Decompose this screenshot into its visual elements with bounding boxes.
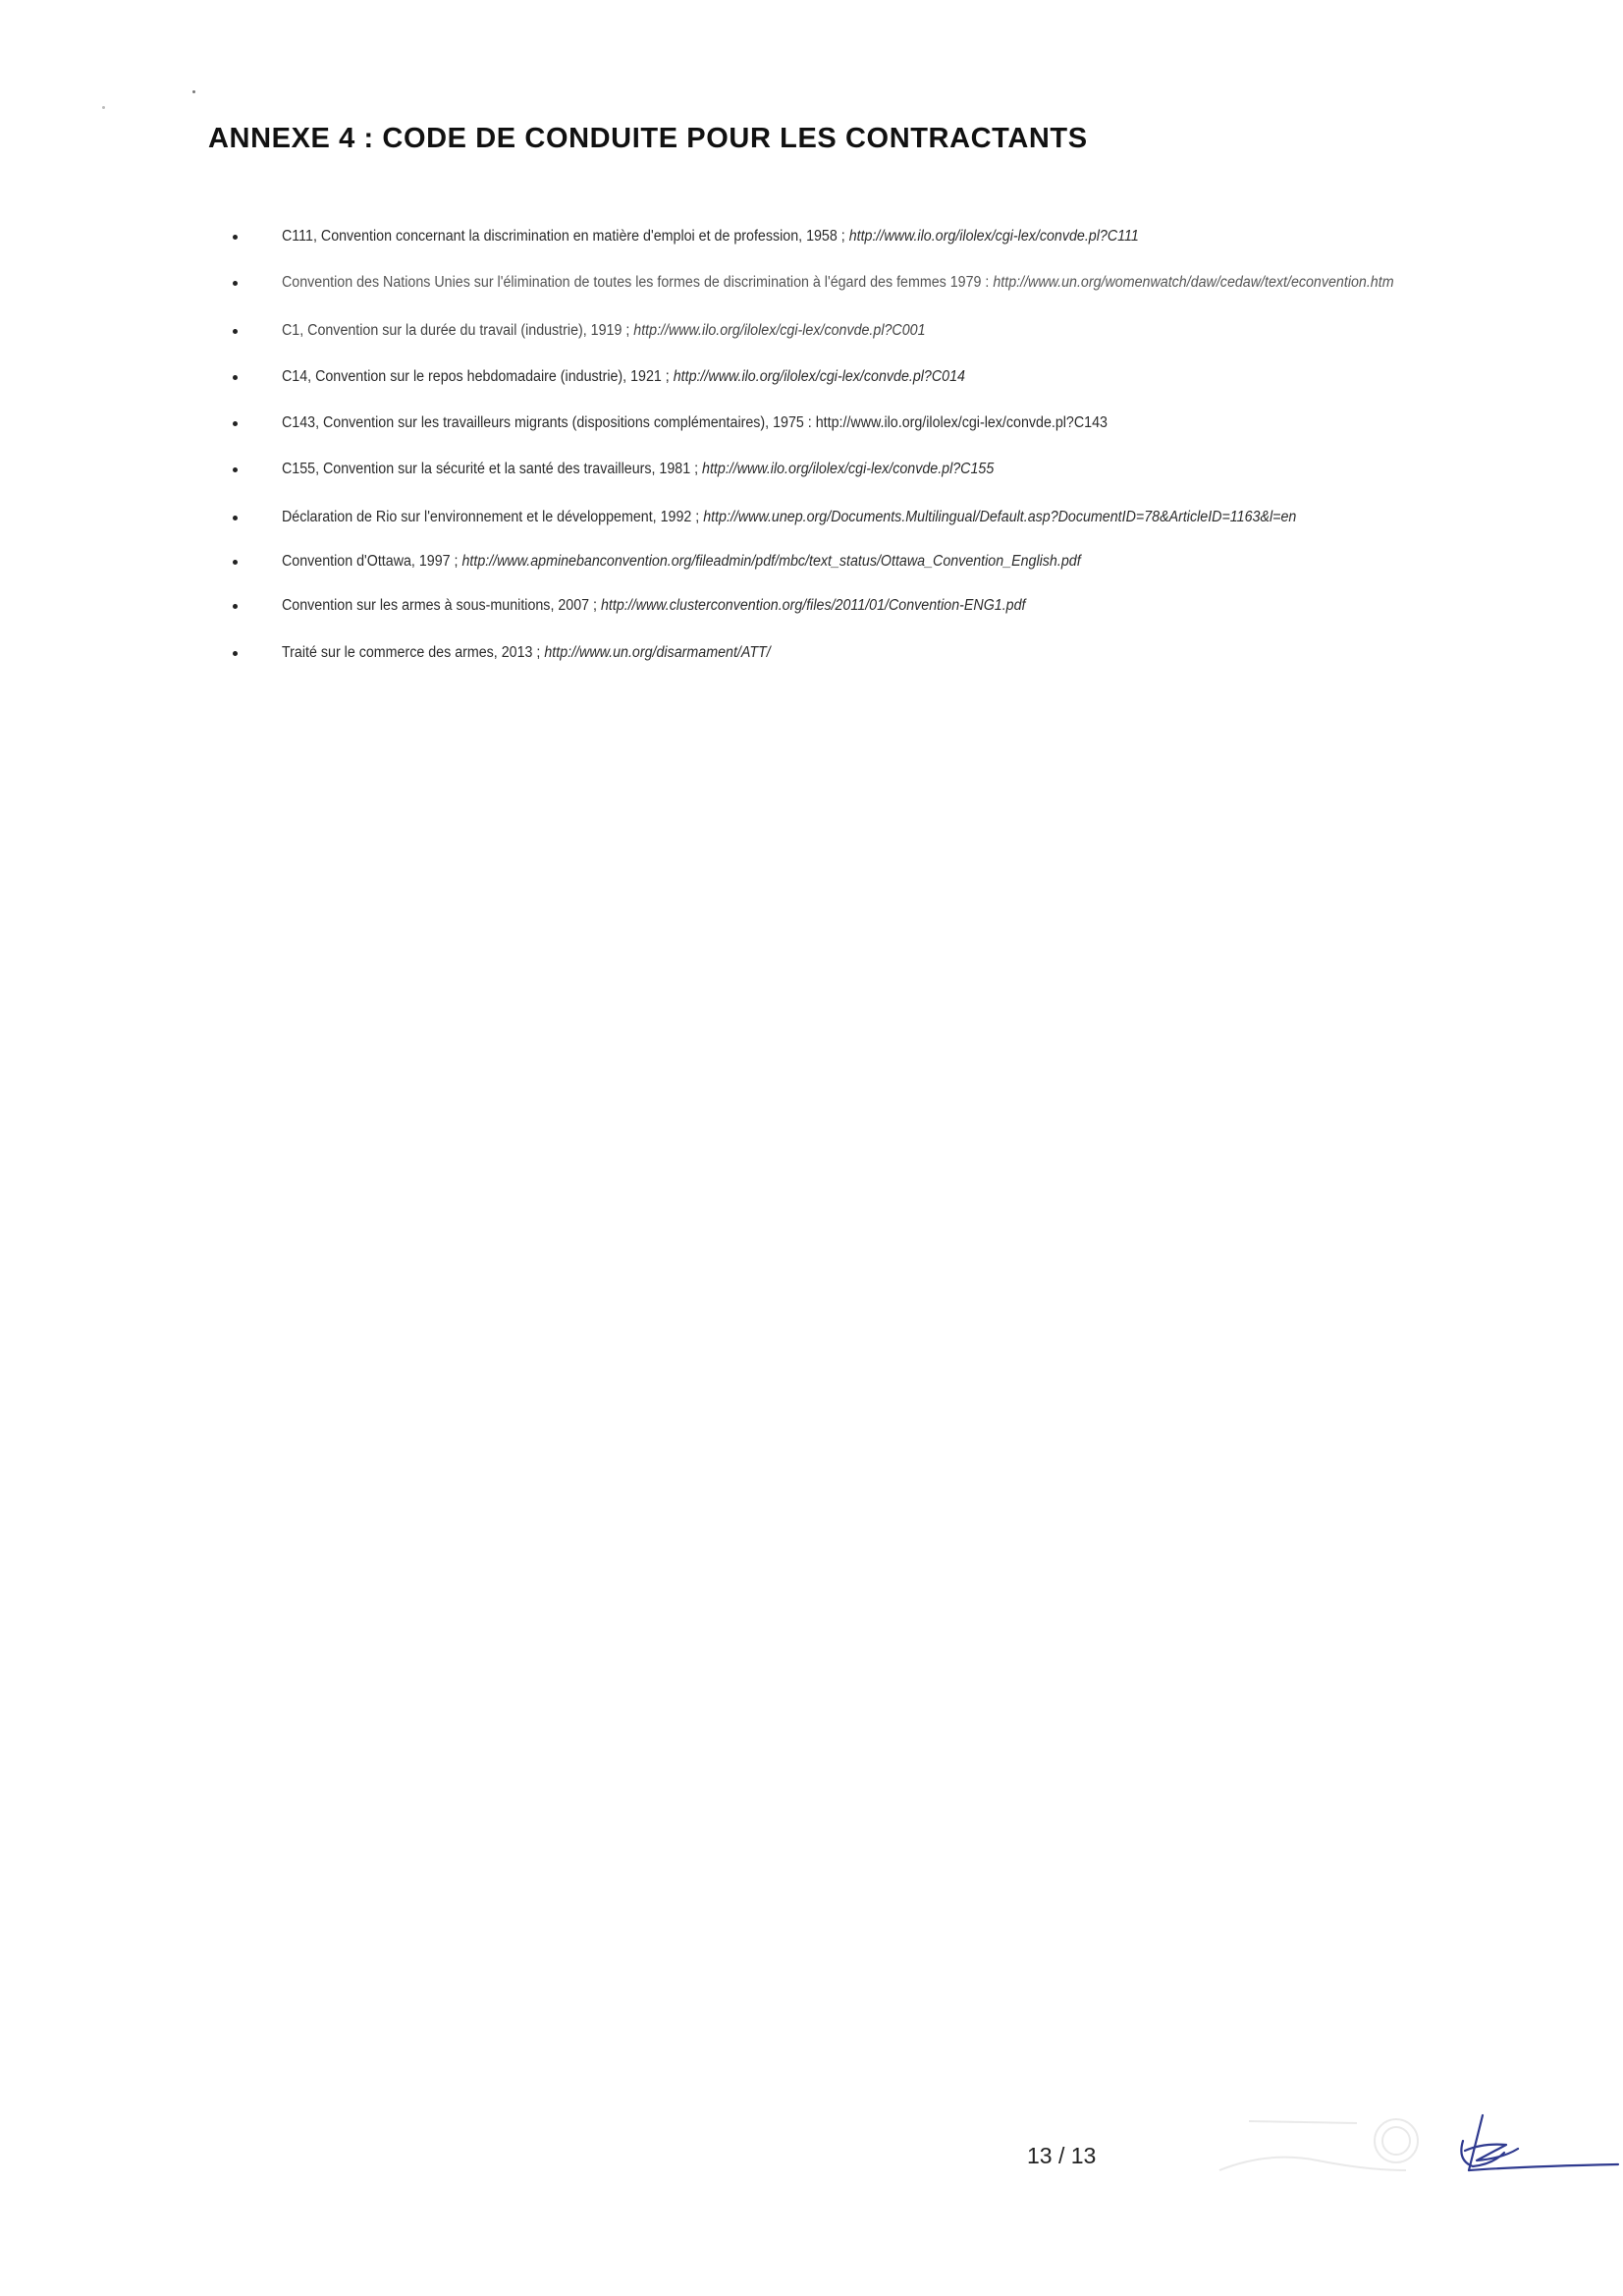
reference-text: C143, Convention sur les travailleurs migrants (dispositions complémentaires), 1975 :: [282, 414, 816, 431]
scan-speck: [192, 90, 195, 93]
bullet-icon: [233, 281, 238, 286]
reference-link[interactable]: http://www.un.org/womenwatch/daw/cedaw/text/econvention.htm: [993, 274, 1394, 291]
reference-text: Convention d'Ottawa, 1997 ;: [282, 553, 462, 570]
reference-text: C111, Convention concernant la discrimination en matière d'emploi et de profession, 1958 ;: [282, 228, 849, 245]
page-number: 13 / 13: [1027, 2143, 1097, 2168]
reference-text: C14, Convention sur le repos hebdomadaire (industrie), 1921 ;: [282, 368, 674, 385]
reference-text: C155, Convention sur la sécurité et la santé des travailleurs, 1981 ;: [282, 461, 703, 477]
bullet-icon: [233, 235, 238, 240]
bullet-icon: [233, 467, 238, 472]
bullet-icon: [233, 560, 238, 565]
bullet-icon: [233, 604, 238, 609]
reference-text: Déclaration de Rio sur l'environnement et le développement, 1992 ;: [282, 509, 704, 525]
bullet-icon: [233, 329, 238, 334]
page-title: ANNEXE 4 : CODE DE CONDUITE POUR LES CONTRACTANTS: [208, 123, 1088, 155]
reference-link[interactable]: http://www.ilo.org/ilolex/cgi-lex/convde.pl?C001: [633, 322, 926, 339]
scan-speck: [102, 106, 105, 109]
reference-text: Traité sur le commerce des armes, 2013 ;: [282, 644, 545, 661]
reference-text: Convention sur les armes à sous-munitions, 2007 ;: [282, 597, 601, 614]
bullet-icon: [233, 375, 238, 380]
reference-text: C1, Convention sur la durée du travail (industrie), 1919 ;: [282, 322, 634, 339]
bullet-icon: [233, 421, 238, 426]
bullet-icon: [233, 516, 238, 520]
reference-link[interactable]: http://www.clusterconvention.org/files/2011/01/Convention-ENG1.pdf: [600, 597, 1026, 614]
reference-link[interactable]: http://www.unep.org/Documents.Multilingual/Default.asp?DocumentID=78&ArticleID=1163&l=en: [703, 509, 1297, 525]
faint-stamp-icon: [1210, 2102, 1426, 2190]
bullet-icon: [233, 651, 238, 656]
reference-link[interactable]: http://www.ilo.org/ilolex/cgi-lex/convde.pl?C111: [848, 228, 1139, 245]
reference-text: Convention des Nations Unies sur l'élimination de toutes les formes de discrimination à l'égard des femmes 1979 :: [282, 274, 994, 291]
reference-link[interactable]: http://www.ilo.org/ilolex/cgi-lex/convde.pl?C014: [673, 368, 965, 385]
signature-icon: [1443, 2102, 1620, 2190]
reference-link[interactable]: http://www.ilo.org/ilolex/cgi-lex/convde.pl?C155: [702, 461, 995, 477]
reference-link[interactable]: http://www.apminebanconvention.org/fileadmin/pdf/mbc/text_status/Ottawa_Convention_English.pdf: [461, 553, 1081, 570]
reference-link[interactable]: http://www.un.org/disarmament/ATT/: [544, 644, 771, 661]
reference-link[interactable]: http://www.ilo.org/ilolex/cgi-lex/convde.pl?C143: [815, 414, 1108, 431]
